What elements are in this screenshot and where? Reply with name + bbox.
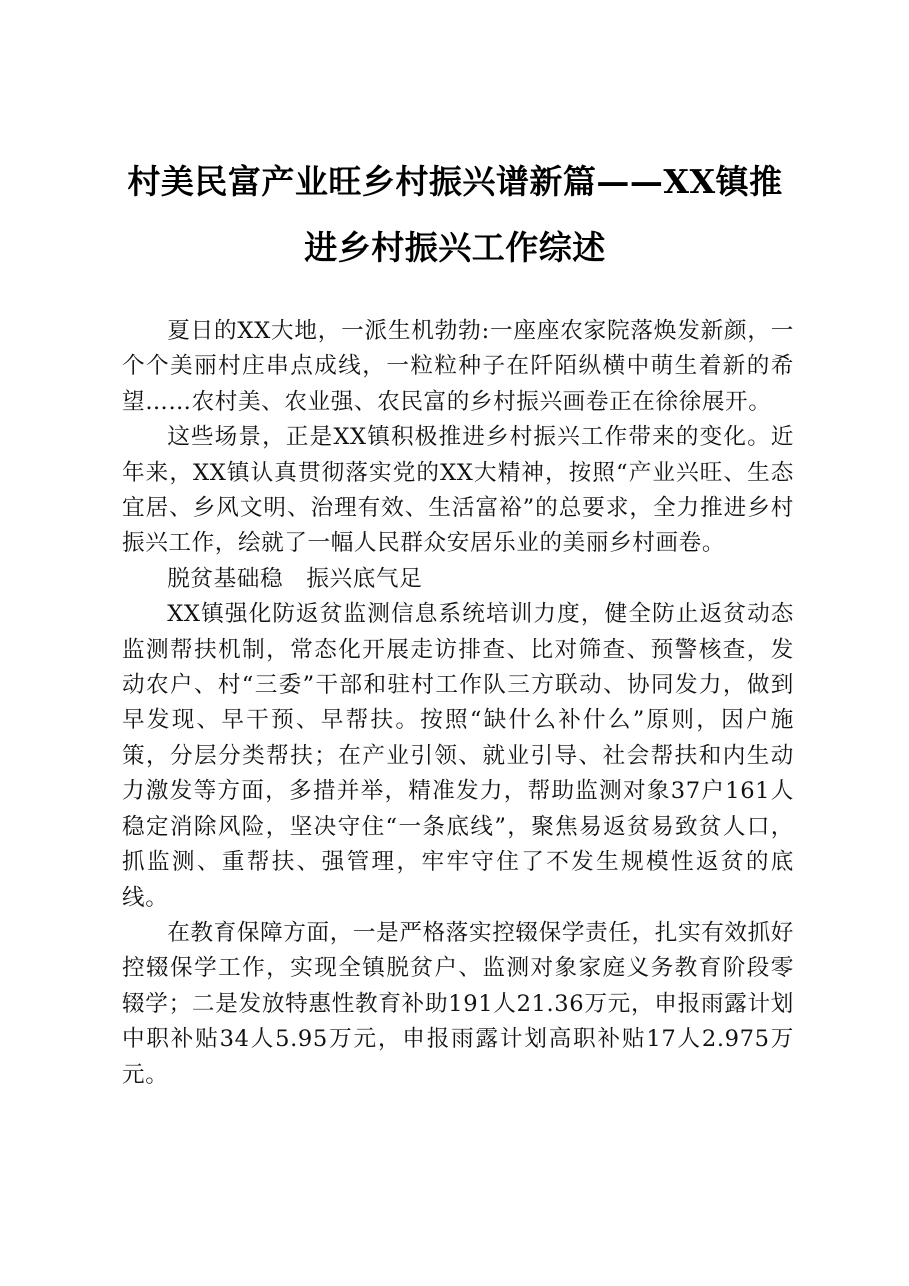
paragraph-intro: 夏日的XX大地，一派生机勃勃:一座座农家院落焕发新颜，一个个美丽村庄串点成线，一粒粒种子在阡陌纵横中萌生着新的希望……农村美、农业强、农民富的乡村振兴画卷正在徐徐展开。 bbox=[122, 318, 794, 415]
document-title-line-2: 进乡村振兴工作综述 bbox=[304, 228, 606, 267]
paragraph-education-support: 在教育保障方面，一是严格落实控辍保学责任，扎实有效抓好控辍保学工作，实现全镇脱贫户、监测对象家庭义务教育阶段零辍学；二是发放特惠性教育补助191人21.36万元，申报雨露计划中职补贴34人5.95万元，申报雨露计划高职补贴17人2.975万元。 bbox=[122, 919, 794, 1088]
document-body bbox=[122, 314, 794, 1093]
document-title-line-1: 村美民富产业旺乡村振兴谱新篇——XX镇推 bbox=[127, 162, 783, 201]
paragraph-poverty-monitoring: XX镇强化防返贫监测信息系统培训力度，健全防止返贫动态监测帮扶机制，常态化开展走访排查、比对筛查、预警核查，发动农户、村“三委”干部和驻村工作队三方联动、协同发力，做到早发现、早干预、早帮扶。按照“缺什么补什么”原则，因户施策，分层分类帮扶；在产业引领、就业引导、社会帮扶和内生动力激发等方面，多措并举，精准发力，帮助监测对象37户161人稳定消除风险，坚决守住“一条底线”，聚焦易返贫易致贫人口，抓监测、重帮扶、强管理，牢牢守住了不发生规模性返贫的底线。 bbox=[122, 601, 794, 911]
section-subheading: 脱贫基础稳 振兴底气足 bbox=[167, 565, 423, 592]
paragraph-changes: 这些场景，正是XX镇积极推进乡村振兴工作带来的变化。近年来，XX镇认真贯彻落实党的XX大精神，按照“产业兴旺、生态宜居、乡风文明、治理有效、生活富裕”的总要求，全力推进乡村振兴工作，绘就了一幅人民群众安居乐业的美丽乡村画卷。 bbox=[122, 424, 794, 557]
